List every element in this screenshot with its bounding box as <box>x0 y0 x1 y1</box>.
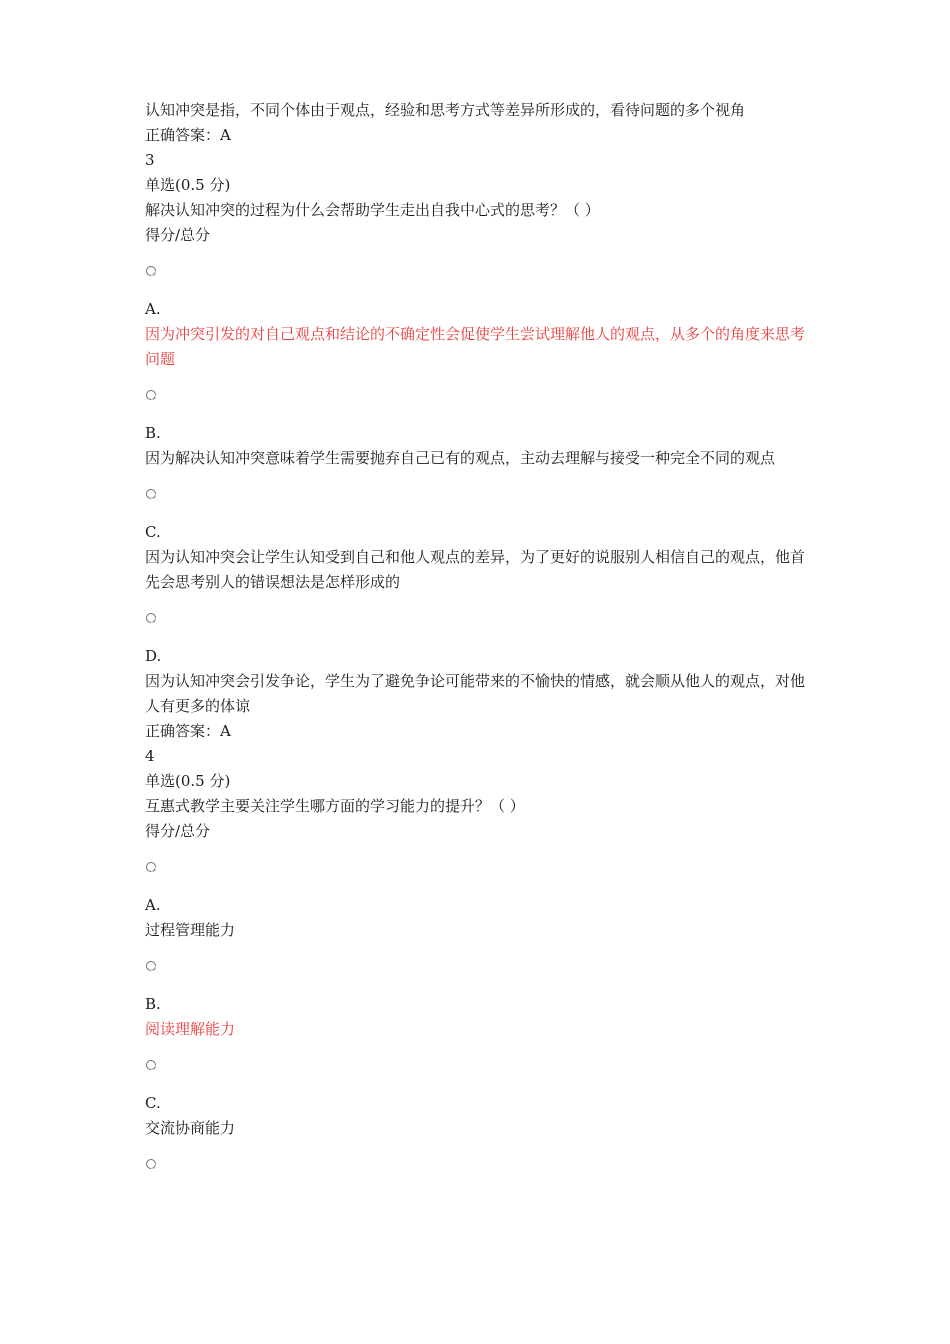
intro-text: 认知冲突是指，不同个体由于观点，经验和思考方式等差异所形成的，看待问题的多个视角 <box>145 101 746 119</box>
q4-option-a-radio-row[interactable] <box>145 856 813 881</box>
q4-option-c-radio-row[interactable] <box>145 1054 813 1079</box>
q3-option-c-letter: C. <box>145 523 161 541</box>
q3-option-b-text: 因为解决认知冲突意味着学生需要抛弃自己已有的观点，主动去理解与接受一种完全不同的观点 <box>145 449 776 467</box>
q3-option-b-radio-row[interactable] <box>145 384 813 409</box>
q4-option-c-letter: C. <box>145 1094 161 1112</box>
q3-option-d-radio-row[interactable] <box>145 607 813 632</box>
q3-option-c-text: 因为认知冲突会让学生认知受到自己和他人观点的差异，为了更好的说服别人相信自己的观点，他首先会思考别人的错误想法是怎样形成的 <box>145 548 806 591</box>
q3-option-a-radio-row[interactable] <box>145 260 813 285</box>
q4-option-a-text: 过程管理能力 <box>145 921 236 939</box>
q4-option-d-radio-row[interactable] <box>145 1153 813 1178</box>
q3-option-b-letter: B. <box>145 424 161 442</box>
q4-type: 单选(0.5 分) <box>145 772 231 790</box>
q3-option-a-letter: A. <box>145 300 161 318</box>
q3-score: 得分/总分 <box>145 226 211 244</box>
q4-question: 互惠式教学主要关注学生哪方面的学习能力的提升？（ ） <box>145 797 525 815</box>
q3-option-c-radio-row[interactable] <box>145 483 813 508</box>
radio-icon[interactable] <box>146 266 156 276</box>
q4-option-c-text: 交流协商能力 <box>145 1119 236 1137</box>
q4-option-b-letter: B. <box>145 995 161 1013</box>
document-page <box>145 98 813 1190</box>
intro-answer: 正确答案：A <box>145 126 231 144</box>
q3-option-d-text: 因为认知冲突会引发争论，学生为了避免争论可能带来的不愉快的情感，就会顺从他人的观点，对他人有更多的体谅 <box>145 672 806 715</box>
radio-icon[interactable] <box>146 390 156 400</box>
radio-icon[interactable] <box>146 489 156 499</box>
q4-option-b-text: 阅读理解能力 <box>145 1020 236 1038</box>
q3-type: 单选(0.5 分) <box>145 176 231 194</box>
q4-number: 4 <box>145 747 155 765</box>
radio-icon[interactable] <box>146 961 156 971</box>
radio-icon[interactable] <box>146 862 156 872</box>
radio-icon[interactable] <box>146 1060 156 1070</box>
q3-option-d-letter: D. <box>145 647 162 665</box>
q3-number: 3 <box>145 151 155 169</box>
q3-option-a-text: 因为冲突引发的对自己观点和结论的不确定性会促使学生尝试理解他人的观点，从多个的角度来思考问题 <box>145 325 806 368</box>
q4-option-a-letter: A. <box>145 896 161 914</box>
q4-option-b-radio-row[interactable] <box>145 955 813 980</box>
q3-question: 解决认知冲突的过程为什么会帮助学生走出自我中心式的思考？（ ） <box>145 201 600 219</box>
q4-score: 得分/总分 <box>145 822 211 840</box>
radio-icon[interactable] <box>146 1159 156 1169</box>
radio-icon[interactable] <box>146 613 156 623</box>
q3-answer: 正确答案：A <box>145 722 231 740</box>
